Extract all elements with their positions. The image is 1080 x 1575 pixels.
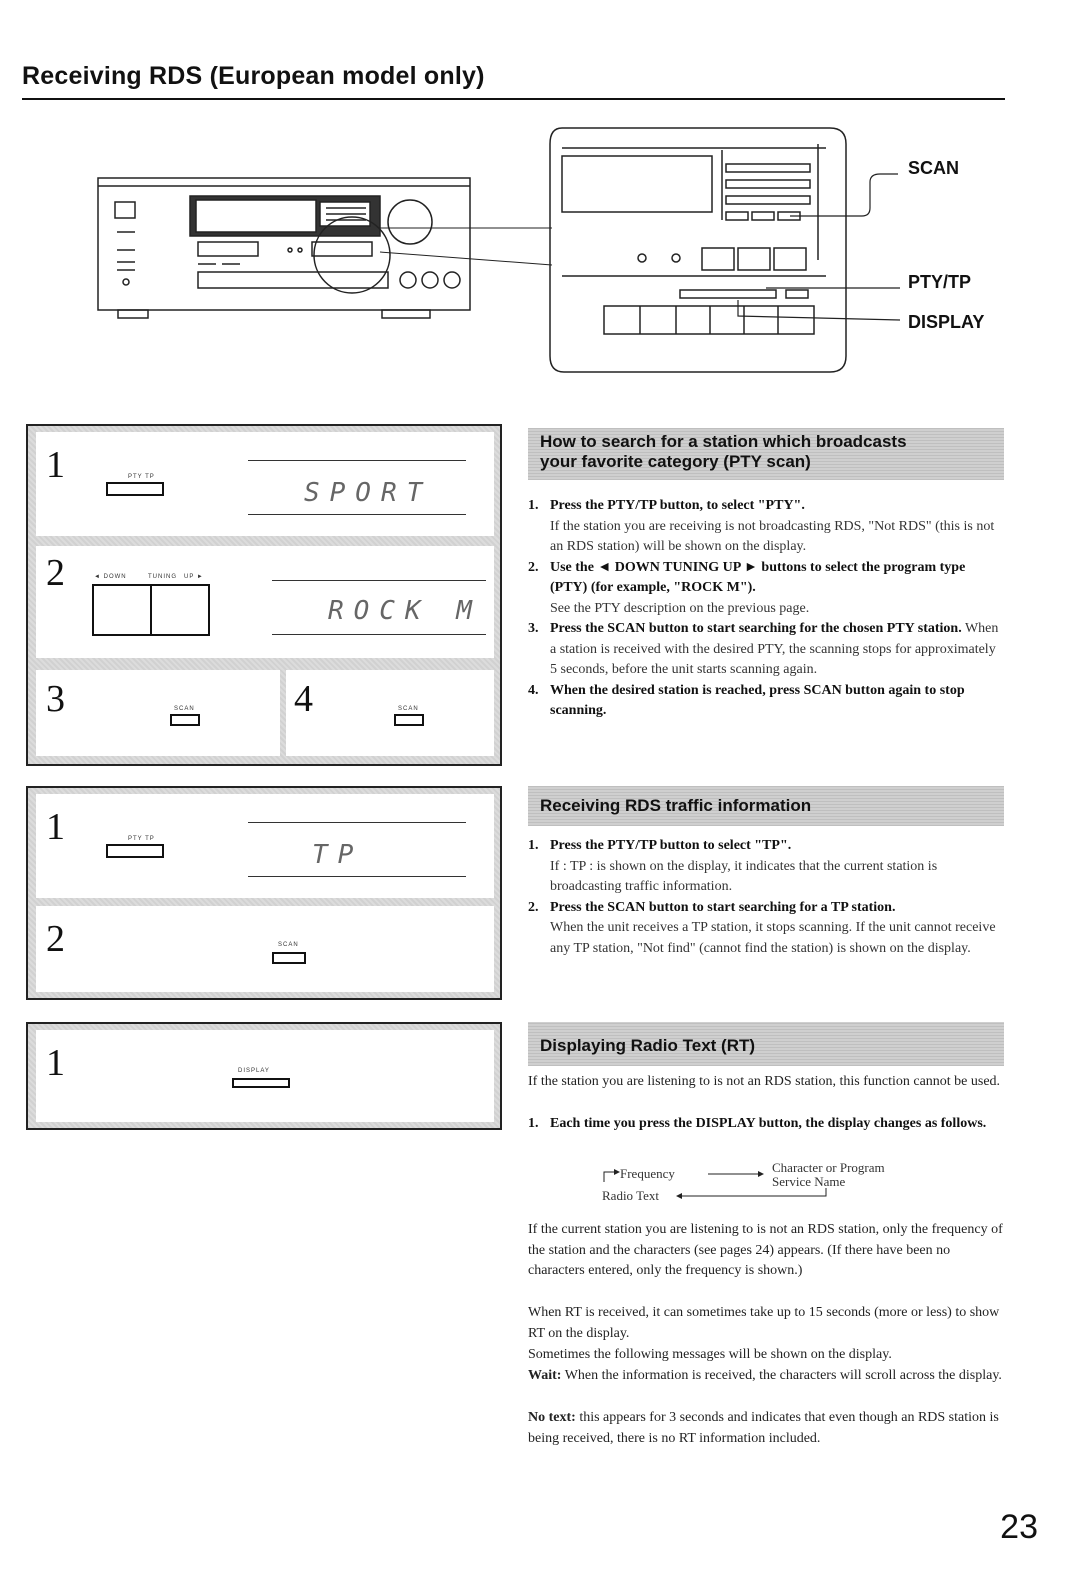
traffic-step2-box: [36, 906, 494, 992]
zoom-panel: [550, 128, 846, 372]
rt-para3: Sometimes the following messages will be shown on the display.: [528, 1347, 892, 1362]
step-number: 4: [294, 678, 313, 720]
list-item: 2. Press the SCAN button to start searching for a TP station. When the unit receives a TP station, it stops scanning. If the unit cannot receive any TP station, "Not find" (cannot find the station) is shown on the display.: [528, 899, 996, 956]
pty-step4-box: [286, 670, 494, 756]
pty-scan-heading: [528, 428, 1004, 480]
heading-line: Displaying Radio Text (RT): [540, 1036, 756, 1055]
rt-para1: If the current station you are listening to is not an RDS station, only the frequency of the station and the characters (see pages 24) appears. (If there have been no characters entered, only the frequency is shown.): [528, 1222, 1003, 1278]
radio-text-diagram: [26, 1022, 502, 1130]
button-label: PTY TP: [128, 836, 155, 842]
traffic-step1-box: [36, 794, 494, 898]
title-rule: [22, 98, 1005, 100]
wait-label: Wait:: [528, 1368, 562, 1383]
notext-text: this appears for 3 seconds and indicates that even though an RDS station is being received, there is no RT information included.: [528, 1410, 999, 1446]
page-number: 23: [1000, 1508, 1038, 1546]
step-number: 1: [46, 1042, 65, 1084]
flow-frequency: Frequency: [620, 1166, 675, 1181]
button-label: SCAN: [398, 706, 419, 712]
radio-text-heading: [528, 1022, 1004, 1066]
lcd-display-text: ROCK M: [328, 596, 482, 626]
pty-tp-button: [106, 482, 164, 496]
pty-scan-steps: [528, 496, 1006, 722]
traffic-steps: [528, 836, 1006, 959]
lcd-display-text: SPORT: [304, 478, 433, 508]
flow-char-line1: Character or Program: [772, 1160, 885, 1175]
rt-intro: If the station you are listening to is not an RDS station, this function cannot be used.: [528, 1074, 1001, 1089]
tuning-up-button: [150, 584, 210, 636]
flow-char-line2: Service Name: [772, 1174, 846, 1189]
wait-text: When the information is received, the characters will scroll across the display.: [564, 1368, 1002, 1383]
step-number: 2: [46, 552, 65, 594]
heading-line: your favorite category (PTY scan): [540, 452, 811, 471]
list-item: 3. Press the SCAN button to start searching for the chosen PTY station. When a station is received with the desired PTY, the scanning stops for approximately 5 seconds, before the unit starts scanning again.: [528, 621, 999, 677]
display-flow: [600, 1160, 920, 1210]
up-label: UP ►: [184, 574, 204, 580]
rt-step1: [528, 1114, 1006, 1135]
step-number: 3: [46, 678, 65, 720]
traffic-heading: [528, 786, 1004, 826]
list-item: 4. When the desired station is reached, press SCAN button again to stop scanning.: [528, 682, 965, 718]
down-label: ◄ DOWN: [94, 574, 127, 580]
pty-step3-box: [36, 670, 280, 756]
rt-notext: [528, 1408, 1006, 1449]
button-label: SCAN: [278, 942, 299, 948]
pty-step2-box: [36, 546, 494, 658]
scan-button: [170, 714, 200, 726]
step-number: 2: [46, 918, 65, 960]
scan-button: [394, 714, 424, 726]
button-label: SCAN: [174, 706, 195, 712]
tuning-down-button: [92, 584, 152, 636]
pty-tp-button: [106, 844, 164, 858]
rt-wait: [528, 1366, 1006, 1387]
traffic-diagram: [26, 786, 502, 1000]
flow-radio-text: Radio Text: [602, 1188, 659, 1203]
display-callout: DISPLAY: [908, 312, 985, 332]
heading-line: Receiving RDS traffic information: [540, 796, 812, 815]
rt-step1-box: [36, 1030, 494, 1122]
list-item: 1. Press the PTY/TP button, to select "PTY". If the station you are receiving is not broadcasting RDS, "Not RDS" (this is not an RDS station) will be shown on the display.: [528, 498, 995, 554]
notext-label: No text:: [528, 1410, 576, 1425]
heading-line: How to search for a station which broadcasts: [540, 432, 907, 451]
pty-scan-diagram: [26, 424, 502, 766]
button-label: PTY TP: [128, 474, 155, 480]
rt-para2: When RT is received, it can sometimes take up to 15 seconds (more or less) to show RT on the display.: [528, 1305, 1000, 1341]
step-text: Each time you press the DISPLAY button, the display changes as follows.: [550, 1116, 987, 1131]
tuning-label: TUNING: [148, 574, 177, 580]
scan-callout: SCAN: [908, 158, 960, 178]
lcd-display-text: TP: [312, 840, 364, 870]
step-number: 1: [46, 444, 65, 486]
step-number: 1.: [528, 1116, 539, 1131]
list-item: 1. Press the PTY/TP button to select "TP". If : TP : is shown on the display, it indicates that the current station is broadcasting traffic information.: [528, 838, 938, 894]
scan-button: [272, 952, 306, 964]
step-number: 1: [46, 806, 65, 848]
pty-step1-box: [36, 432, 494, 536]
receiver-front-panel: [98, 178, 470, 318]
pty-tp-callout: PTY/TP: [908, 272, 972, 292]
receiver-illustration: [90, 120, 1050, 380]
list-item: 2. Use the ◄ DOWN TUNING UP ► buttons to select the program type (PTY) (for example, "ROCK M"). See the PTY description on the previous page.: [528, 559, 966, 616]
button-label: DISPLAY: [238, 1068, 270, 1074]
display-button: [232, 1078, 290, 1088]
page-title: Receiving RDS (European model only): [22, 62, 485, 90]
